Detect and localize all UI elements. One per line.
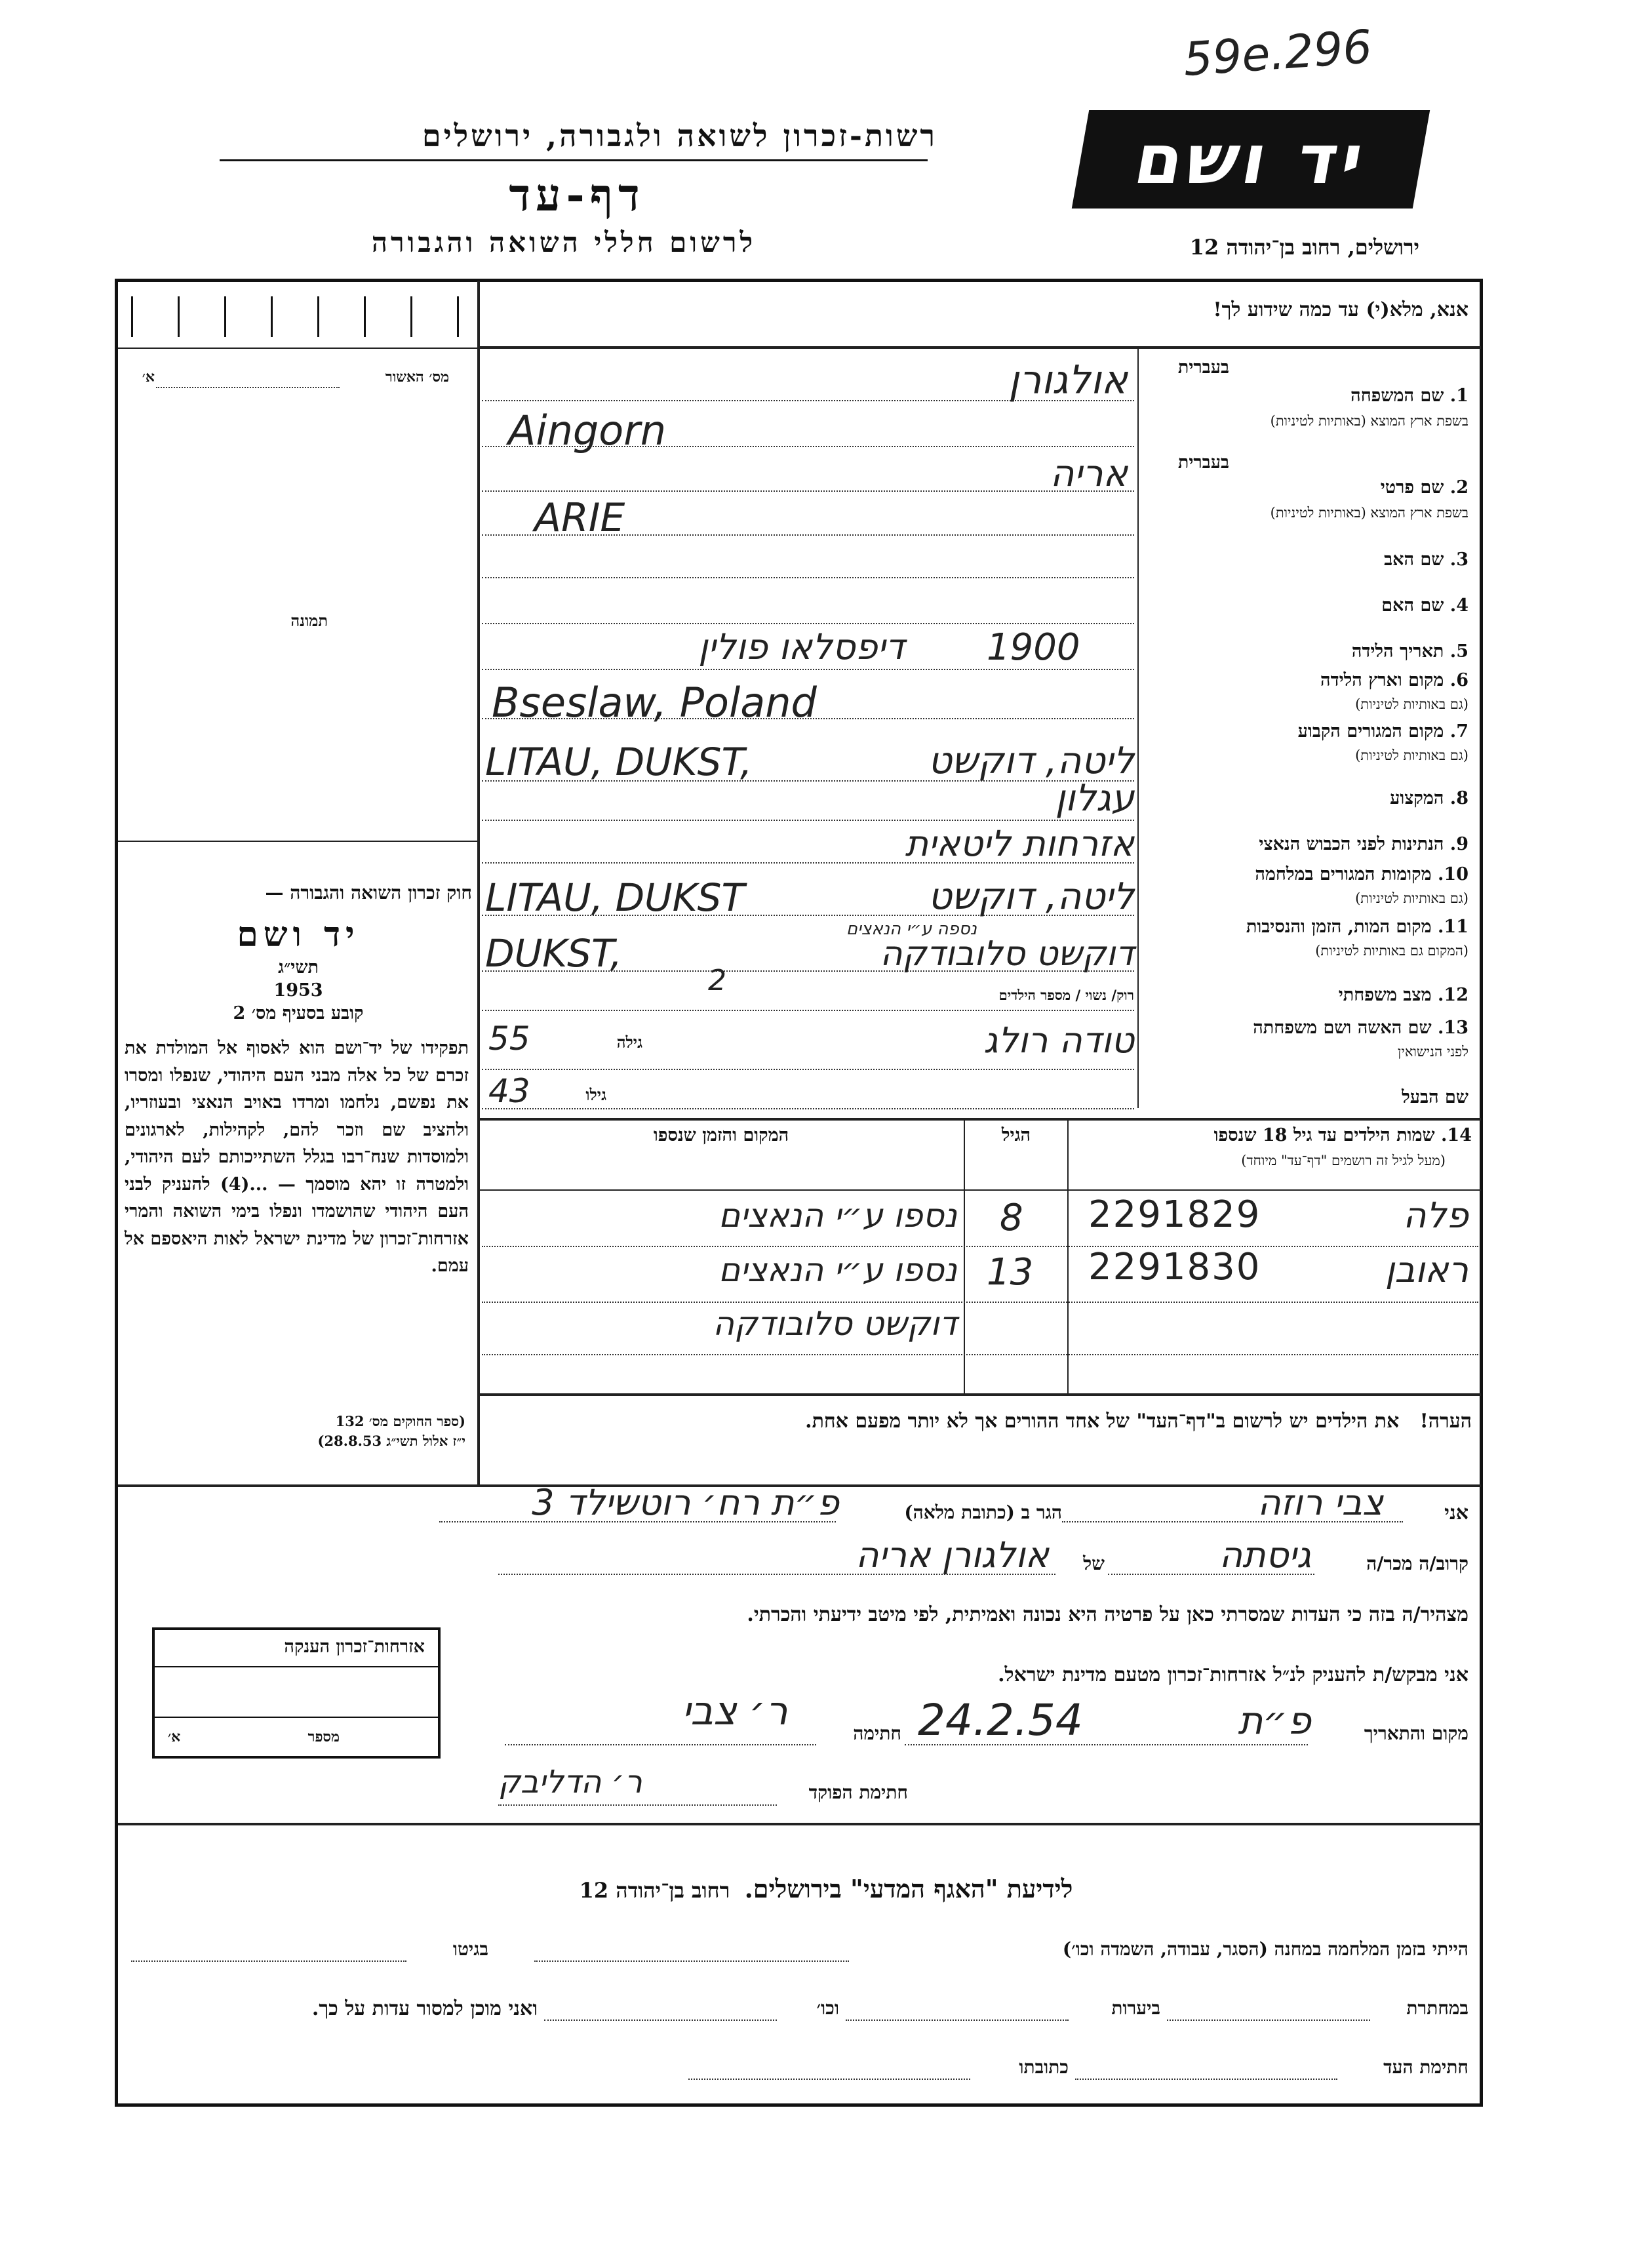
field-13-label: 13. שם האשה ושם משפחתה	[1253, 1018, 1468, 1038]
document-number: 59e.296	[1181, 20, 1374, 87]
child-2-age: 13	[987, 1251, 1034, 1294]
officer-signature-line	[498, 1804, 777, 1806]
officer-signature: ר׳ הדליבק	[498, 1764, 642, 1800]
footer-witness-signature-label: חתימת העד	[1383, 2056, 1468, 2078]
field-2-lang: בעברית	[1177, 452, 1229, 473]
law-year-hebrew: תשי״ג	[278, 957, 319, 978]
field-2-label: 2. שם פרטי	[1380, 477, 1468, 498]
death-place-latin: DUKST,	[485, 931, 622, 976]
citizenship-box-title: אזרחות־זכרון הענקה	[284, 1637, 425, 1657]
field-3-label: 3. שם האב	[1384, 549, 1468, 570]
date-value: 24.2.54	[918, 1695, 1083, 1745]
declarant-relative-label: קרוב/ה מכר/ה	[1366, 1553, 1468, 1574]
declaration-text: מצהיר/ה בזה כי העדות שמסרתי כאן על פרטיה היא נכונה ואמיתית, לפי מיטב ידיעתי והכרתי.	[747, 1603, 1468, 1626]
birth-place-hebrew-value: דיפסלאו פולין	[698, 626, 905, 667]
footer-underground-label: במחתרת	[1406, 1997, 1468, 2019]
instruction-text: אנא, מלא(י) עד כמה שידוע לך!	[1213, 298, 1468, 321]
husband-age-value: 43	[488, 1072, 530, 1110]
footer-forests-line	[846, 2019, 1069, 2021]
note-text: הערה! את הילדים יש לרשום ב"דף־העד" של אחד ההורים אך לא יותר מפעם אחת.	[805, 1410, 1472, 1433]
line-f3	[482, 577, 1134, 578]
field-12-label: 12. מצב משפחתי	[1338, 985, 1468, 1005]
occupation-value: עגלון	[1055, 777, 1134, 820]
child-row-3-line	[482, 1354, 1478, 1355]
declarant-of-value: אולגורן אריה	[856, 1534, 1049, 1576]
footer-address-label: כתובתו	[1019, 2056, 1069, 2078]
left-top-divider	[118, 348, 477, 349]
children-col-1	[964, 1118, 965, 1393]
request-text: אני מבקש/ת להעניק לנ״ל אזרחות־זכרון מטעם מדינת ישראל.	[998, 1663, 1468, 1686]
field-10-sub: (גם באותיות לטיניות)	[1355, 890, 1468, 906]
law-source-2: י״ז אלול תשי״ג 28.8.53)	[317, 1433, 465, 1449]
death-circumstances: נספה ע״י הנאצים	[846, 919, 977, 939]
footer-ghetto-line	[131, 1960, 406, 1962]
husband-label: שם הבעל	[1402, 1087, 1468, 1107]
footer-camp-line	[534, 1960, 849, 1962]
wife-name-value: טודה רולג	[983, 1020, 1134, 1061]
citizenship-box-number-suffix: א׳	[168, 1728, 181, 1745]
field-1-lang: בעברית	[1177, 357, 1229, 378]
approval-suffix: א׳	[142, 368, 155, 386]
child-2-place: נספו ע״י הנאצים	[719, 1251, 957, 1289]
declarant-address-value: פ״ת רח׳ רוטשילד 3	[532, 1482, 839, 1523]
firstname-latin-value: ARIE	[534, 495, 625, 541]
left-photo-divider	[118, 841, 477, 842]
children-count-value: 2	[708, 964, 726, 997]
field-11-sub: (המקום גם באותיות לטיניות)	[1315, 943, 1468, 959]
place-date-label: מקום והתאריך	[1364, 1722, 1468, 1744]
footer-address-line	[688, 2079, 970, 2080]
footer-underground-line	[1167, 2019, 1370, 2021]
law-title: חוק זכרון השואה והגבורה —	[265, 882, 472, 904]
law-source-1: (ספר החוקים מס׳ 132	[335, 1413, 465, 1429]
line-f13	[482, 1069, 1134, 1070]
field-6-label: 6. מקום וארץ הלידה	[1320, 670, 1468, 690]
law-name: יד ושם	[237, 915, 360, 955]
note-label: הערה!	[1419, 1410, 1472, 1433]
law-section: קובע בסעיף מס׳ 2	[233, 1003, 364, 1024]
form-title: דף-עד	[509, 169, 645, 222]
children-col-place: המקום והזמן שנספו	[653, 1125, 789, 1145]
field-8-label: 8. המקצוע	[1390, 788, 1468, 808]
field-4-label: 4. שם האם	[1381, 595, 1468, 616]
field-11-label: 11. מקום המות, הזמן והנסיבות	[1246, 917, 1468, 937]
child-2-number: 2291830	[1088, 1246, 1261, 1288]
child-row-2-line	[482, 1302, 1478, 1303]
child-1-name: פלה	[1403, 1195, 1468, 1236]
authority-title: רשות-זכרון לשואה ולגבורה, ירושלים	[422, 118, 937, 153]
authority-underline	[220, 159, 928, 161]
place-value: פ״ת	[1238, 1698, 1311, 1743]
field-7-label: 7. מקום המגורים הקבוע	[1297, 721, 1468, 742]
approval-number-line	[156, 387, 340, 388]
field-label-divider	[1137, 348, 1139, 1108]
declarant-i-label: אני	[1444, 1502, 1468, 1524]
wartime-residence-latin: LITAU, DUKST	[485, 875, 745, 920]
footer-forests-label: ביערות	[1111, 1997, 1160, 2019]
law-year: 1953	[273, 980, 323, 1001]
footer-top	[118, 1823, 1481, 1825]
header-address: ירושלים, רחוב בן־יהודה 12	[1189, 235, 1419, 260]
residence-latin-value: LITAU, DUKST,	[485, 740, 753, 784]
surname-latin-value: Aingorn	[508, 407, 667, 454]
line-husband	[482, 1108, 1134, 1109]
logo-text: יד ושם	[1128, 119, 1373, 199]
surname-hebrew-value: אולגורן	[1008, 357, 1128, 403]
field-2-sub: בשפת ארץ המוצא (באותיות לטיניות)	[1270, 505, 1468, 521]
child-3-place: דוקשט סלובודקה	[713, 1305, 957, 1343]
approval-cells	[131, 296, 459, 337]
birth-year-value: 1900	[987, 626, 1080, 669]
death-place-hebrew: דוקשט סלובודקה	[880, 934, 1134, 974]
footer-ghetto-label: בגיטו	[452, 1938, 488, 1960]
birth-place-latin-value: Bseslaw, Poland	[492, 679, 817, 726]
approval-number-label: מס׳ האשור	[385, 368, 449, 386]
marital-options: רוק/ נשוי / מספר הילדים	[998, 987, 1134, 1003]
firstname-hebrew-value: אריה	[1050, 452, 1128, 495]
children-col-2	[1067, 1118, 1069, 1393]
line-f12	[482, 1010, 1134, 1011]
field-1-label: 1. שם המשפחה	[1350, 386, 1468, 406]
citizenship-box-number-label: מספר	[307, 1728, 340, 1745]
child-1-number: 2291829	[1088, 1193, 1261, 1236]
yad-vashem-logo	[1072, 110, 1430, 209]
footer-etc-label: וכו׳	[816, 1997, 839, 2019]
declarant-name-value: צבי רוזה	[1257, 1482, 1383, 1523]
line-f5	[482, 669, 1134, 670]
line-f8	[482, 820, 1134, 821]
form-subtitle: לרשום חללי השואה והגבורה	[371, 226, 757, 258]
child-2-name: ראובן	[1385, 1249, 1468, 1290]
signature-label: חתימה	[853, 1722, 901, 1744]
field-10-label: 10. מקומות המגורים במלחמה	[1255, 864, 1468, 885]
declarant-signature: ר׳ צבי	[682, 1688, 788, 1734]
declarant-relation-value: גיסתה	[1219, 1534, 1311, 1576]
children-header-line	[480, 1189, 1481, 1191]
footer-witness-signature-line	[1075, 2079, 1337, 2080]
field-5-label: 5. תאריך הלידה	[1351, 641, 1468, 662]
children-heading: 14. שמות הילדים עד גיל 18 שנספו	[1213, 1125, 1472, 1145]
signature-line	[505, 1744, 816, 1745]
footer-title: לידיעת "האגף המדעי" בירושלים. רחוב בן־יהודה 12	[579, 1874, 1073, 1903]
declarant-of-label: של	[1083, 1553, 1105, 1574]
children-heading-sub: (מעל לגיל זה רושמים "דף־עד" מיוחד)	[1241, 1153, 1446, 1168]
field-6-sub: (גם באותיות לטיניות)	[1355, 696, 1468, 712]
children-table-top	[480, 1118, 1481, 1121]
children-col-age: הגיל	[1001, 1125, 1031, 1145]
footer-testimony-text: ואני מוכן למסור עדות על כך.	[311, 1997, 538, 2020]
footer-etc-line	[544, 2019, 777, 2021]
child-row-1-line	[482, 1246, 1478, 1247]
citizenship-box	[152, 1627, 441, 1759]
footer-camp-label: הייתי בזמן המלחמה במחנה (הסגר, עבודה, השמדה וכו׳)	[1062, 1938, 1468, 1960]
citizenship-value: אזרחות ליטאית	[905, 823, 1134, 864]
officer-signature-label: חתימת הפוקד	[808, 1781, 908, 1803]
photo-label: תמונה	[290, 611, 328, 630]
child-1-age: 8	[1000, 1197, 1023, 1239]
left-column-divider	[477, 281, 480, 1484]
residence-hebrew-value: ליטה, דוקשט	[928, 740, 1134, 782]
note-top	[480, 1393, 1481, 1396]
wife-age-value: 55	[488, 1020, 530, 1058]
law-text: תפקידו של יד־ושם הוא לאסוף אל המולדת את זכרם של כל אלה מבני העם היהודי, שנפלו ומסרו את נפשם, נלחמו ומרדו באויב הנאצי ובעוזריו, ולהציב שם וזכר להם, לקהילות, לארגונים ולמוסדות שנח־רבו בגלל השתייכותם לעם היהודי, ולמטרה זו יהא מוסמך — ...(4) להעניק לבני העם היהודי שהושמדו ונפלו בימי השואה והמרי אזרחות־זכרון של מדינת ישראל לאות היאספם אל עמם.	[125, 1038, 469, 1276]
field-9-label: 9. הנתינות לפני הכבוש הנאצי	[1259, 834, 1468, 854]
wife-age-label: גילה	[616, 1033, 642, 1052]
line-f4	[482, 623, 1134, 624]
declarant-lives-label: הגר ב (כתובת מלאה)	[904, 1502, 1062, 1523]
husband-age-label: גילו	[585, 1085, 606, 1104]
instruction-divider	[480, 346, 1481, 349]
field-1-sub: בשפת ארץ המוצא (באותיות לטיניות)	[1270, 413, 1468, 429]
child-1-place: נספו ע״י הנאצים	[719, 1197, 957, 1235]
field-13-sub: לפני הנישואין	[1398, 1044, 1468, 1060]
wartime-residence-hebrew: ליטה, דוקשט	[928, 875, 1134, 918]
field-7-sub: (גם באותיות לטיניות)	[1355, 747, 1468, 763]
